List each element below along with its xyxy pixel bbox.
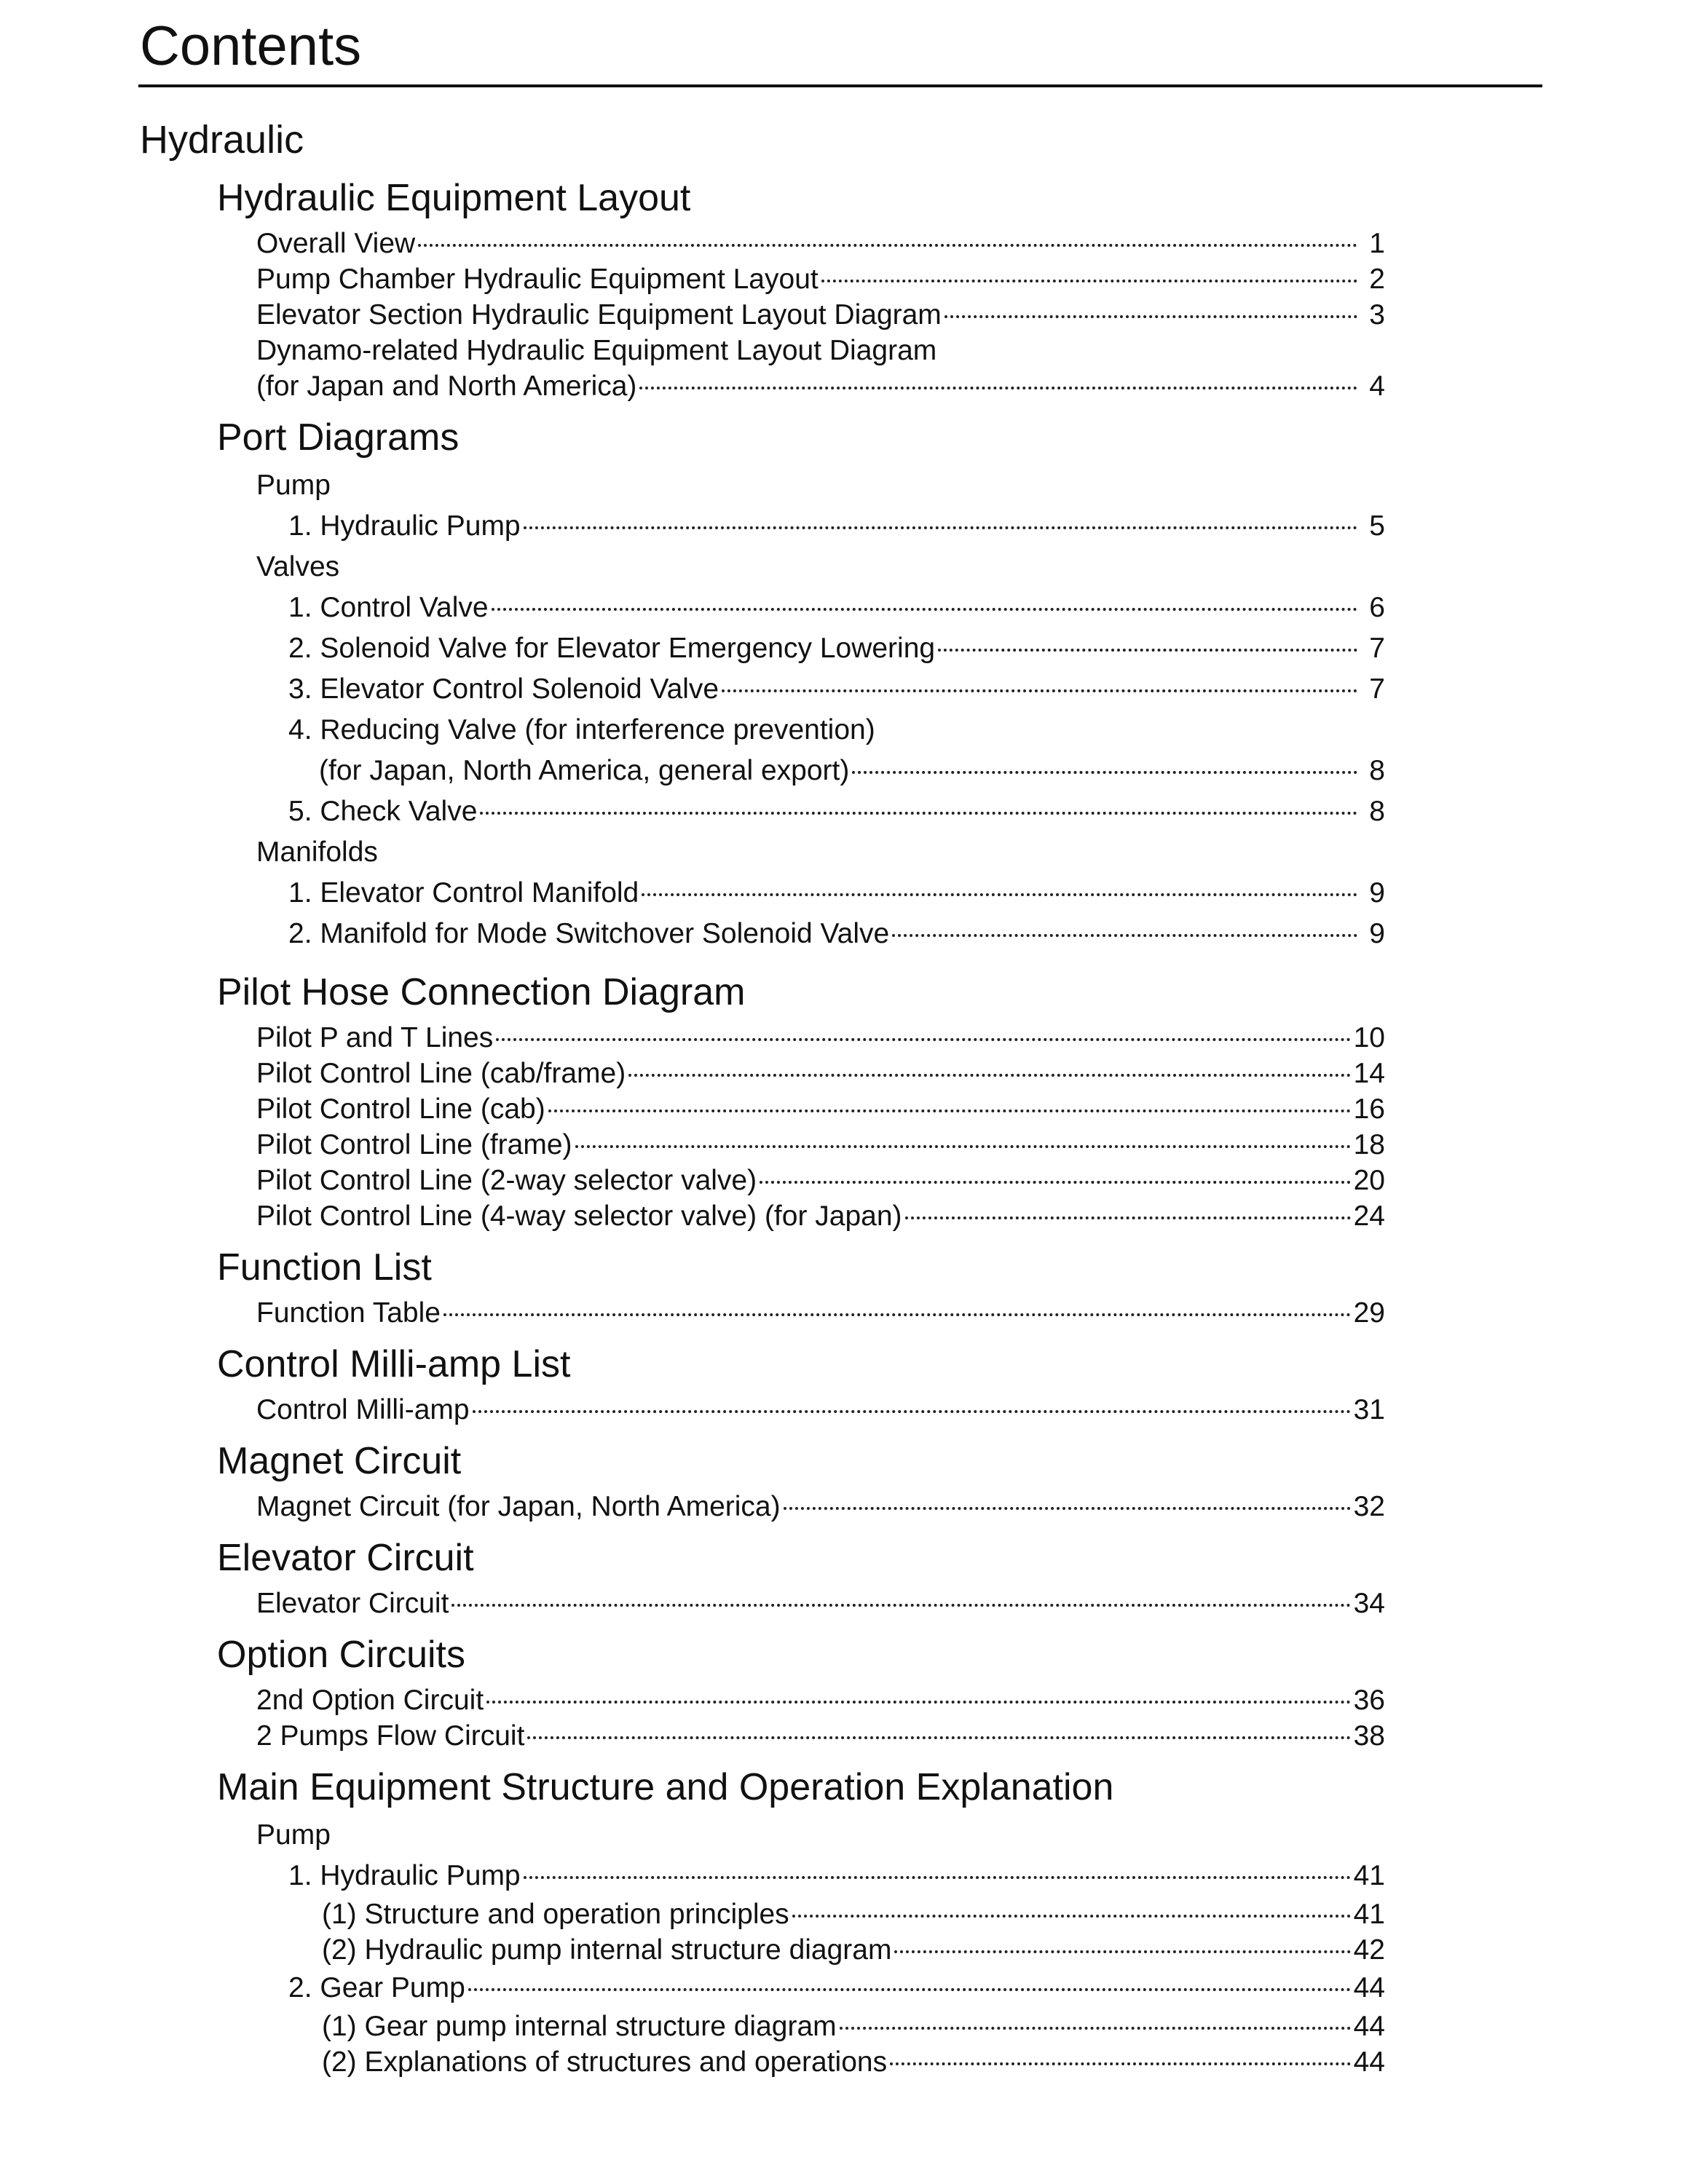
page-number: 6 [1369, 592, 1385, 623]
toc-entry[interactable]: Pilot Control Line (2-way selector valve) 20 [0, 1163, 1385, 1198]
page-number: 8 [1369, 755, 1385, 786]
toc-entry[interactable]: (for Japan and North America) 4 [0, 368, 1385, 404]
toc-entry[interactable]: Control Milli-amp 31 [0, 1392, 1385, 1428]
toc-subheading: Manifolds [256, 836, 378, 868]
page-number: 5 [1369, 510, 1385, 542]
toc-entry[interactable]: 1. Control Valve 6 [0, 587, 1385, 628]
page-number: 7 [1369, 673, 1385, 705]
toc-entry[interactable]: 1. Hydraulic Pump 5 [0, 506, 1385, 547]
page-number: 1 [1369, 228, 1385, 259]
toc-group-title: Main Equipment Structure and Operation Explanation [217, 1766, 1114, 1808]
toc-entry[interactable]: 1. Elevator Control Manifold 9 [0, 873, 1385, 914]
toc-entry[interactable]: 5. Check Valve 8 [0, 791, 1385, 832]
toc-entry[interactable]: 2. Solenoid Valve for Elevator Emergency Lowering 7 [0, 628, 1385, 669]
page-number: 44 [1353, 1972, 1385, 2003]
page-number: 8 [1369, 796, 1385, 827]
toc-entry[interactable]: Function Table 29 [0, 1295, 1385, 1331]
page-number: 38 [1353, 1720, 1385, 1752]
toc-group-title: Hydraulic Equipment Layout [217, 177, 691, 219]
toc-entry[interactable]: Dynamo-related Hydraulic Equipment Layout Diagram [256, 335, 937, 366]
page-number: 29 [1353, 1297, 1385, 1329]
section-heading: Hydraulic [140, 118, 304, 162]
toc-group-title: Elevator Circuit [217, 1537, 474, 1579]
page-number: 16 [1353, 1093, 1385, 1125]
page-number: 14 [1353, 1058, 1385, 1089]
toc-group-title: Port Diagrams [217, 416, 460, 459]
toc-entry[interactable]: Magnet Circuit (for Japan, North America) 32 [0, 1489, 1385, 1524]
toc-entry[interactable]: Elevator Section Hydraulic Equipment Layout Diagram 3 [0, 297, 1385, 333]
page-number: 41 [1353, 1860, 1385, 1891]
toc-entry[interactable]: Pilot Control Line (cab/frame) 14 [0, 1056, 1385, 1091]
page-number: 44 [1353, 2011, 1385, 2042]
page-number: 7 [1369, 633, 1385, 664]
page-number: 4 [1369, 371, 1385, 402]
toc-entry[interactable]: Overall View 1 [0, 226, 1385, 261]
page-number: 32 [1353, 1491, 1385, 1522]
toc-entry[interactable]: 4. Reducing Valve (for interference prevention) [288, 714, 875, 745]
toc-group-title: Magnet Circuit [217, 1440, 462, 1482]
toc-entry[interactable]: 2. Manifold for Mode Switchover Solenoid Valve 9 [0, 914, 1385, 954]
page-number: 34 [1353, 1588, 1385, 1619]
toc-group-title: Option Circuits [217, 1634, 465, 1676]
toc-entry[interactable]: 2nd Option Circuit 36 [0, 1682, 1385, 1718]
toc-group-title: Function List [217, 1246, 432, 1289]
page-number: 24 [1353, 1200, 1385, 1232]
page-number: 3 [1369, 299, 1385, 331]
page-number: 10 [1353, 1022, 1385, 1053]
toc-entry[interactable]: 2 Pumps Flow Circuit 38 [0, 1718, 1385, 1754]
toc-entry[interactable]: 1. Hydraulic Pump 41 [0, 1856, 1385, 1896]
toc-group-title: Pilot Hose Connection Diagram [217, 971, 746, 1013]
page-number: 41 [1353, 1899, 1385, 1930]
toc-entry[interactable]: Pilot Control Line (frame) 18 [0, 1127, 1385, 1163]
toc-entry[interactable]: (1) Structure and operation principles 41 [0, 1896, 1385, 1932]
toc-entry[interactable]: Elevator Circuit 34 [0, 1586, 1385, 1621]
toc-subheading: Valves [256, 551, 340, 582]
page-number: 44 [1353, 2046, 1385, 2078]
toc-entry[interactable]: Pump Chamber Hydraulic Equipment Layout 2 [0, 261, 1385, 297]
page-number: 9 [1369, 877, 1385, 909]
toc-entry[interactable]: (1) Gear pump internal structure diagram 44 [0, 2009, 1385, 2044]
page-title: Contents [140, 15, 362, 77]
toc-entry[interactable]: Pilot Control Line (cab) 16 [0, 1091, 1385, 1127]
toc-entry[interactable]: 3. Elevator Control Solenoid Valve 7 [0, 669, 1385, 710]
page-number: 2 [1369, 264, 1385, 295]
page-number: 31 [1353, 1394, 1385, 1425]
page-number: 42 [1353, 1934, 1385, 1966]
toc-entry[interactable]: (for Japan, North America, general export) 8 [0, 751, 1385, 791]
page-number: 9 [1369, 918, 1385, 949]
toc-subheading: Pump [256, 1819, 331, 1851]
toc-entry[interactable]: 2. Gear Pump 44 [0, 1968, 1385, 2009]
toc-subheading: Pump [256, 470, 331, 501]
toc-group-title: Control Milli-amp List [217, 1343, 571, 1385]
page-number: 18 [1353, 1129, 1385, 1160]
page-number: 36 [1353, 1685, 1385, 1716]
toc-entry[interactable]: Pilot P and T Lines 10 [0, 1020, 1385, 1056]
toc-entry[interactable]: Pilot Control Line (4-way selector valve) (for Japan) 24 [0, 1198, 1385, 1234]
page-number: 20 [1353, 1165, 1385, 1196]
toc-entry[interactable]: (2) Explanations of structures and operations 44 [0, 2044, 1385, 2080]
table-of-contents [0, 170, 1688, 2080]
title-rule [138, 84, 1542, 87]
toc-entry[interactable]: (2) Hydraulic pump internal structure diagram 42 [0, 1932, 1385, 1968]
